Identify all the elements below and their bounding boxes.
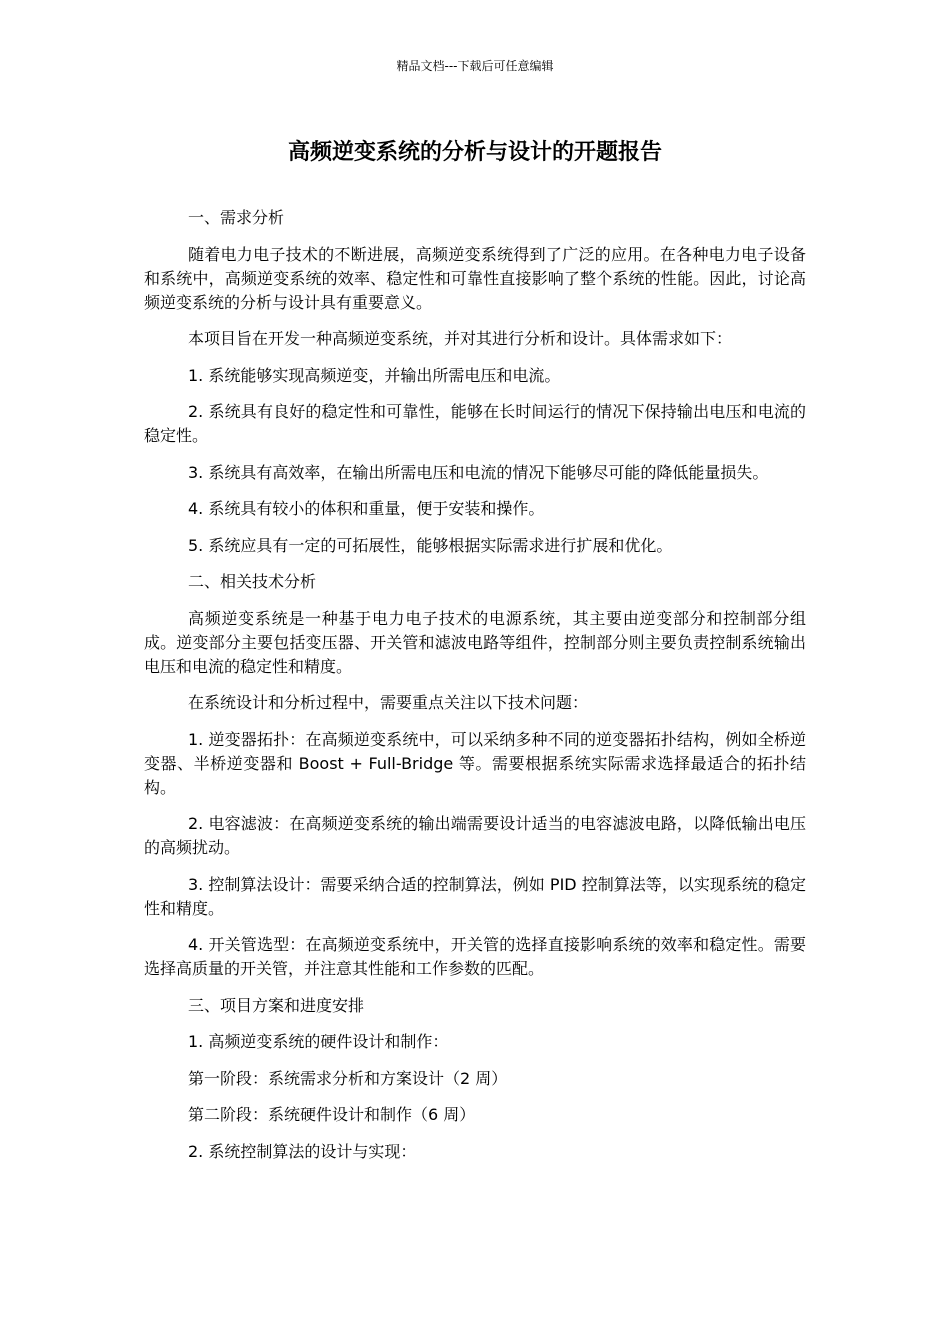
header-note: 精品文档---下载后可任意编辑: [396, 59, 554, 73]
document-title: 高频逆变系统的分析与设计的开题报告: [287, 140, 662, 165]
plan-phase: 第二阶段：系统硬件设计和制作（6 周）: [188, 1105, 476, 1124]
technical-item: 1. 逆变器拓扑：在高频逆变系统中，可以采纳多种不同的逆变器拓扑结构，例如全桥逆变器、半桥逆变器和 Boost + Full-Bridge 等。需要根据系统实际需求选择最适合的拓扑结构。: [144, 729, 806, 797]
section-heading-requirements: 一、需求分析: [188, 208, 285, 227]
technical-item: 2. 电容滤波：在高频逆变系统的输出端需要设计适当的电容滤波电路，以降低输出电压的高频扰动。: [144, 814, 806, 857]
technical-item: 4. 开关管选型：在高频逆变系统中，开关管的选择直接影响系统的效率和稳定性。需要选择高质量的开关管，并注意其性能和工作参数的匹配。: [144, 935, 806, 978]
requirement-item: 4. 系统具有较小的体积和重量，便于安装和操作。: [188, 499, 545, 518]
technical-item: 3. 控制算法设计：需要采纳合适的控制算法，例如 PID 控制算法等，以实现系统的稳定性和精度。: [144, 874, 806, 918]
requirement-item: 1. 系统能够实现高频逆变，并输出所需电压和电流。: [188, 365, 561, 385]
requirement-item: 5. 系统应具有一定的可拓展性，能够根据实际需求进行扩展和优化。: [188, 535, 673, 555]
paragraph: 在系统设计和分析过程中，需要重点关注以下技术问题：: [188, 693, 589, 712]
document-body: [144, 206, 806, 1176]
requirement-item: 2. 系统具有良好的稳定性和可靠性，能够在长时间运行的情况下保持输出电压和电流的稳定性。: [144, 402, 806, 445]
requirement-item: 3. 系统具有高效率，在输出所需电压和电流的情况下能够尽可能的降低能量损失。: [188, 462, 769, 482]
paragraph: 高频逆变系统是一种基于电力电子技术的电源系统，其主要由逆变部分和控制部分组成。逆变部分主要包括变压器、开关管和滤波电路等组件，控制部分则主要负责控制系统输出电压和电流的稳定性和精度。: [144, 608, 806, 676]
paragraph: 随着电力电子技术的不断进展，高频逆变系统得到了广泛的应用。在各种电力电子设备和系统中，高频逆变系统的效率、稳定性和可靠性直接影响了整个系统的性能。因此，讨论高频逆变系统的分析与设计具有重要意义。: [144, 244, 806, 312]
plan-phase: 第一阶段：系统需求分析和方案设计（2 周）: [188, 1068, 508, 1088]
plan-item: 2. 系统控制算法的设计与实现：: [188, 1141, 417, 1161]
paragraph: 本项目旨在开发一种高频逆变系统，并对其进行分析和设计。具体需求如下：: [188, 329, 733, 348]
plan-item: 1. 高频逆变系统的硬件设计和制作：: [188, 1032, 449, 1051]
section-heading-plan: 三、项目方案和进度安排: [188, 995, 365, 1015]
section-heading-technology: 二、相关技术分析: [188, 572, 317, 591]
